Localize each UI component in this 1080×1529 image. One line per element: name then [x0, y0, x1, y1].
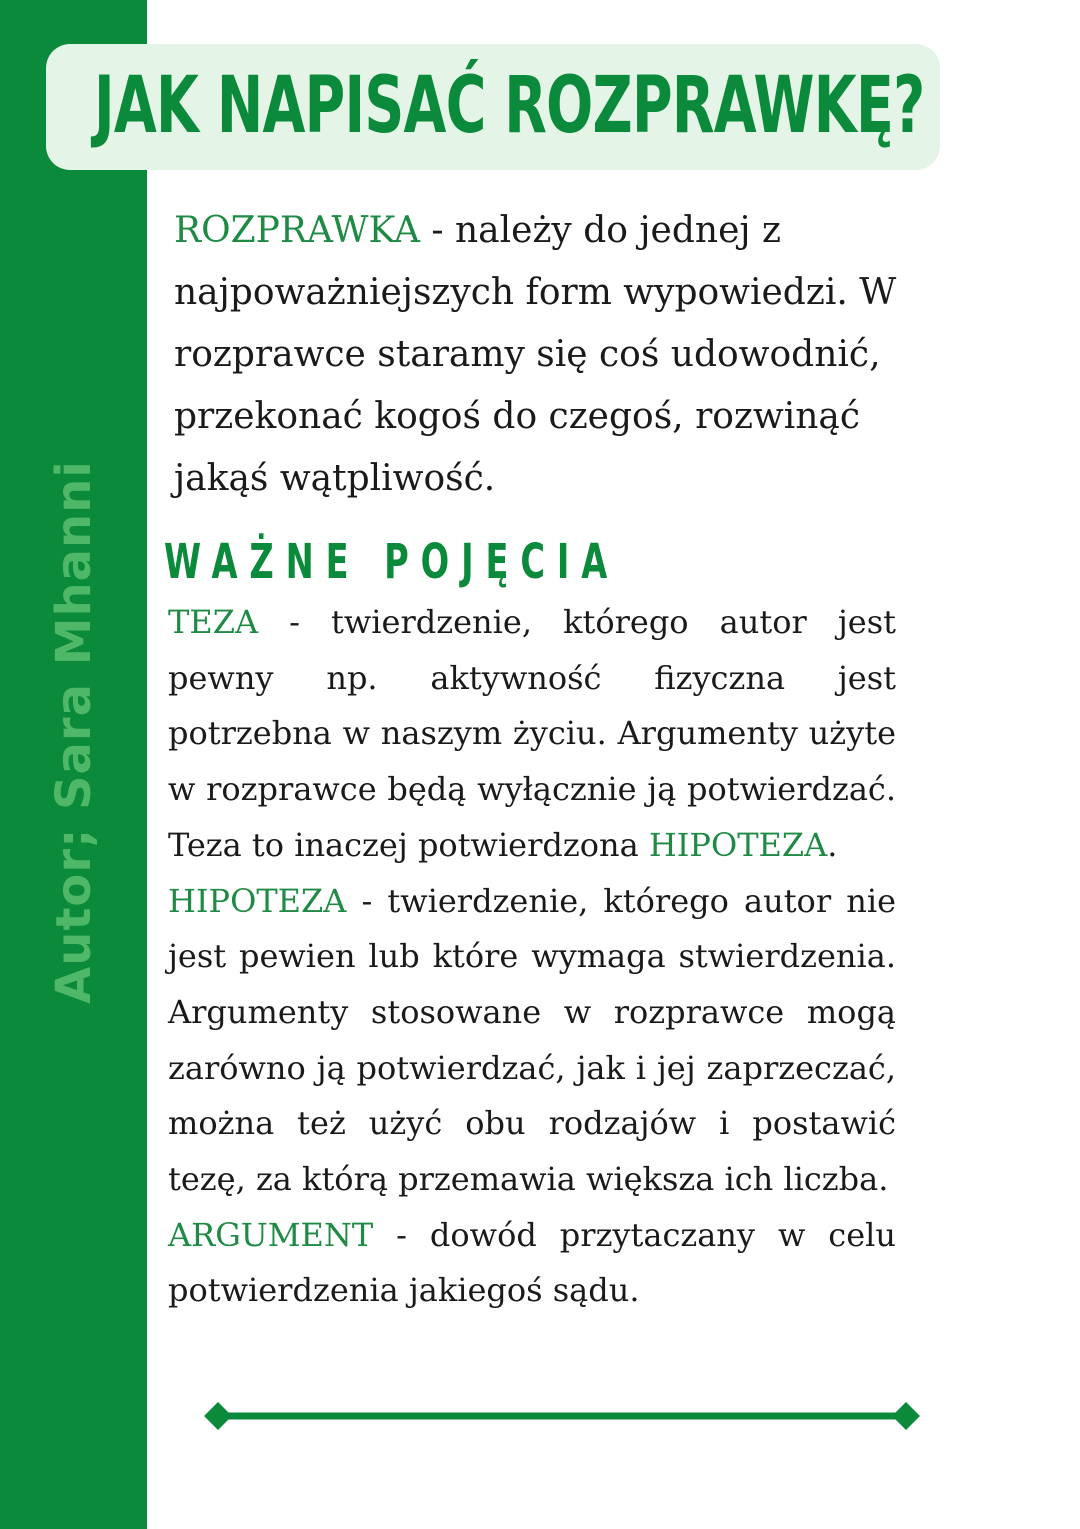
intro-line-4: przekonać kogoś do czegoś, rozwinąć [174, 396, 861, 437]
divider-right-diamond-icon [892, 1402, 920, 1430]
term-argument: ARGUMENT [168, 1215, 374, 1254]
term-hipoteza: HIPOTEZA [168, 881, 347, 920]
author-credit: Autor; Sara Mhanni [46, 460, 102, 1004]
intro-line-1-text: należy do jednej z [455, 210, 781, 251]
term-rozprawka: ROZPRAWKA [174, 210, 420, 251]
section-heading: WAŻNE POJĘCIA [164, 534, 620, 590]
page-title: JAK NAPISAĆ ROZPRAWKĘ? [94, 61, 925, 151]
definitions [168, 595, 896, 1319]
term-hipoteza-ref: HIPOTEZA [648, 825, 828, 864]
definition-argument [168, 1208, 896, 1319]
term-teza: TEZA [168, 603, 259, 641]
term-separator: - [419, 210, 455, 251]
intro-paragraph [174, 200, 934, 510]
intro-line [174, 200, 934, 262]
sidebar [0, 0, 147, 1529]
divider-line [204, 1398, 920, 1434]
divider-left-diamond-icon [204, 1402, 232, 1430]
intro-line-5: jakąś wątpliwość. [174, 458, 496, 499]
definition-hipoteza-text: - twierdzenie, którego autor nie jest pewien lub które wymaga stwierdzenia. Argumenty stosowane w rozprawce mogą zarówno ją potwierdzać, jak i jej zaprzeczać, można też użyć obu rodzajów i postawić tezę, za którą przemawia większa ich liczba. [168, 881, 896, 1199]
definition-hipoteza [168, 874, 896, 1208]
intro-line-3: rozprawce staramy się coś udowodnić, [174, 334, 881, 375]
definition-teza-end: . [827, 825, 838, 864]
definition-argument-text: - dowód przytaczany w celu potwierdzenia jakiegoś sądu. [168, 1215, 896, 1310]
definition-teza-text: - twierdzenie, którego autor jest pewny np. aktywność fizyczna jest potrzebna w naszym życiu. Argumenty użyte w rozprawce będą wyłącznie ją potwierdzać. Teza to inaczej potwierdzona [168, 603, 896, 864]
definition-teza [168, 595, 896, 874]
intro-line-2: najpoważniejszych form wypowiedzi. W [174, 272, 897, 313]
